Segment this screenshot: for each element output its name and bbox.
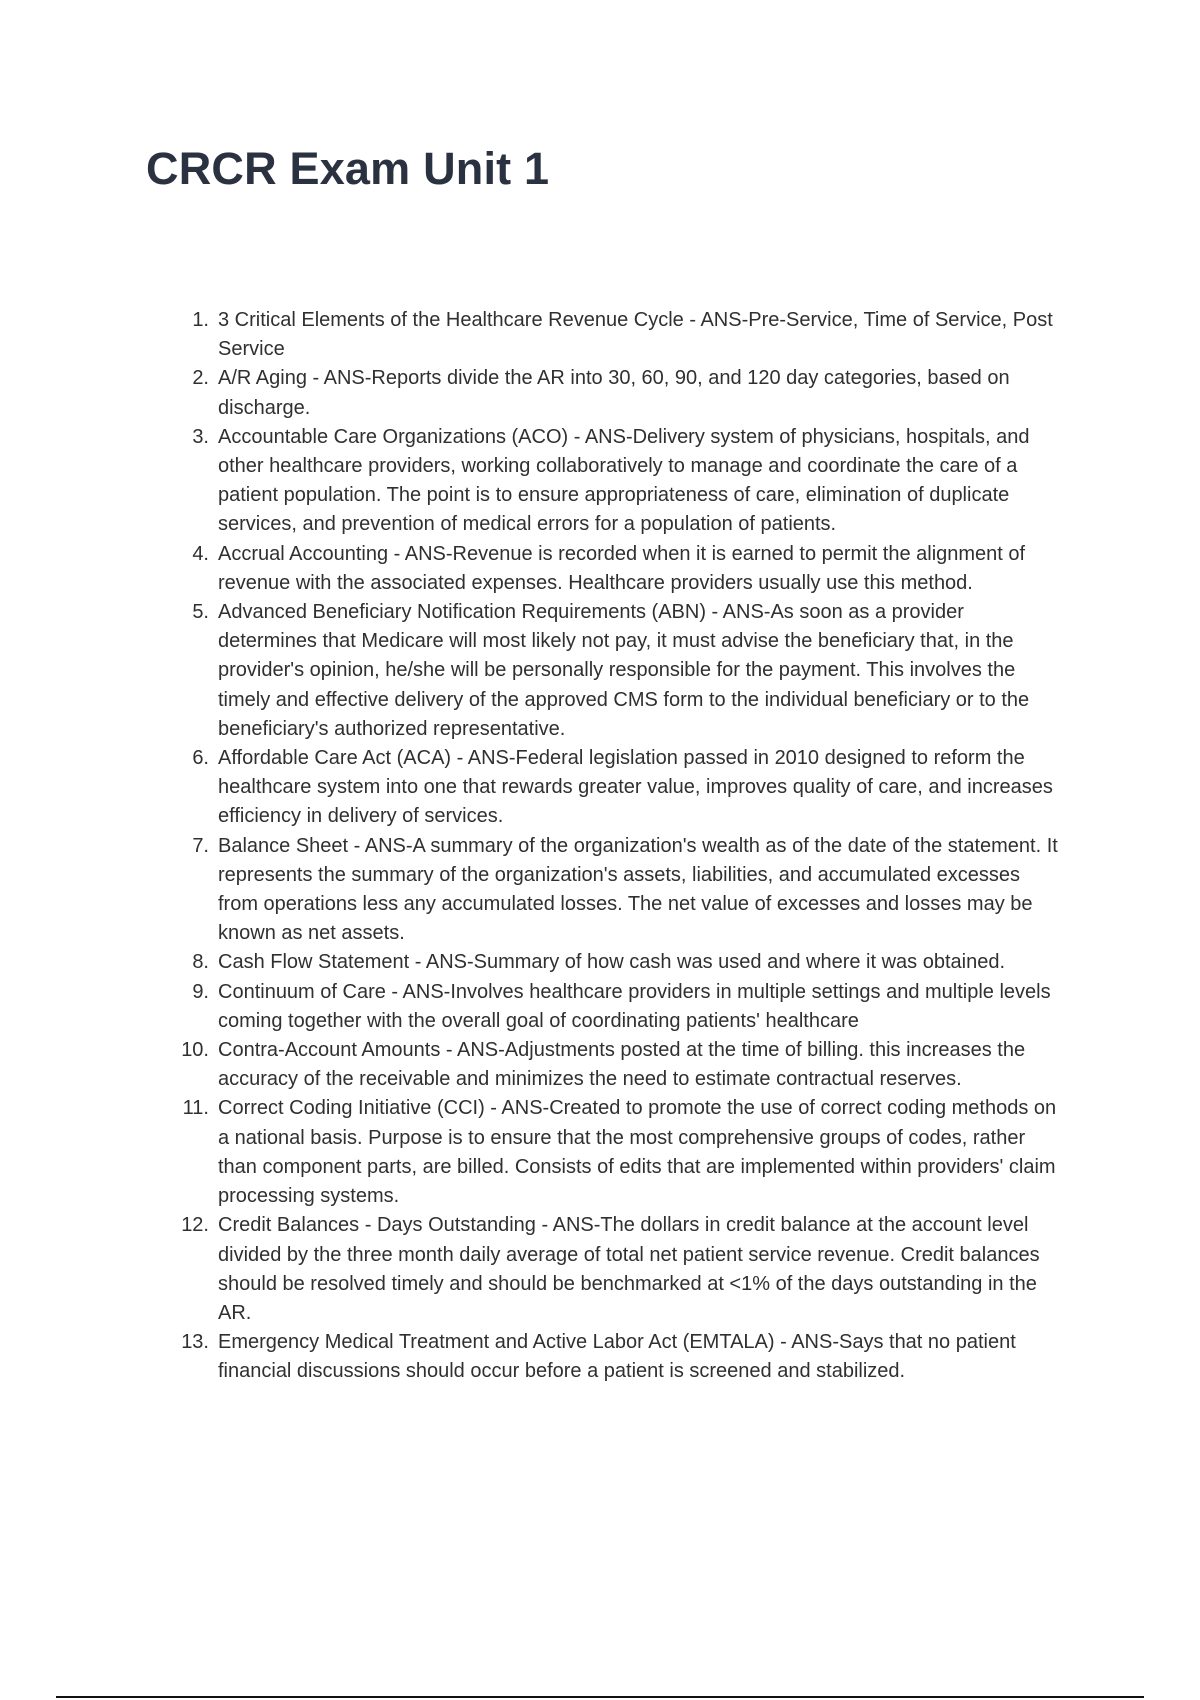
- page-title: CRCR Exam Unit 1: [146, 143, 550, 194]
- list-item: [178, 540, 1058, 598]
- item-number: 3.: [192, 425, 209, 448]
- item-text: Accountable Care Organizations (ACO) - ANS-Delivery system of physicians, hospitals, and other healthcare providers, working collaboratively to manage and coordinate the care of a patient population. The point is to ensure appropriateness of care, elimination of duplicate services, and prevention of medical errors for a population of patients.: [218, 425, 1030, 536]
- list-item: [178, 423, 1058, 540]
- item-number: 1.: [192, 309, 209, 331]
- list-item: [178, 1328, 1058, 1386]
- item-number: 10.: [181, 1039, 209, 1062]
- item-text: A/R Aging - ANS-Reports divide the AR into 30, 60, 90, and 120 day categories, based on discharge.: [218, 367, 1010, 419]
- item-text: Emergency Medical Treatment and Active Labor Act (EMTALA) - ANS-Says that no patient financial discussions should occur before a patient is screened and stabilized.: [218, 1331, 1016, 1383]
- item-number: 2.: [192, 367, 209, 390]
- item-number: 4.: [192, 542, 209, 565]
- item-text: Continuum of Care - ANS-Involves healthcare providers in multiple settings and multiple levels coming together with the overall goal of coordinating patients' healthcare: [218, 980, 1051, 1032]
- list-item: [178, 1094, 1058, 1211]
- item-number: 11.: [182, 1097, 209, 1120]
- list-item: [178, 948, 1058, 977]
- list-item: [178, 1211, 1058, 1328]
- list-item: [178, 978, 1058, 1036]
- item-text: Balance Sheet - ANS-A summary of the organization's wealth as of the date of the statement. It represents the summary of the organization's assets, liabilities, and accumulated excesses from operations less any accumulated losses. The net value of excesses and losses may be known as net assets.: [218, 834, 1058, 945]
- item-text: Affordable Care Act (ACA) - ANS-Federal legislation passed in 2010 designed to reform the healthcare system into one that rewards greater value, improves quality of care, and increases efficiency in delivery of services.: [218, 747, 1053, 828]
- item-number: 8.: [192, 951, 209, 974]
- footer-divider: [56, 1696, 1144, 1698]
- item-text: Correct Coding Initiative (CCI) - ANS-Created to promote the use of correct coding methods on a national basis. Purpose is to ensure that the most comprehensive groups of codes, rather than component parts, are billed. Consists of edits that are implemented within providers' claim processing systems.: [218, 1097, 1057, 1208]
- item-text: Credit Balances - Days Outstanding - ANS-The dollars in credit balance at the account level divided by the three month daily average of total net patient service revenue. Credit balances should be resolved timely and should be benchmarked at <1% of the days outstanding in the AR.: [218, 1214, 1040, 1324]
- item-text: Contra-Account Amounts - ANS-Adjustments posted at the time of billing. this increases the accuracy of the receivable and minimizes the need to estimate contractual reserves.: [218, 1039, 1026, 1091]
- item-text: Advanced Beneficiary Notification Requirements (ABN) - ANS-As soon as a provider determines that Medicare will most likely not pay, it must advise the beneficiary that, in the provider's opinion, he/she will be personally responsible for the payment. This involves the timely and effective delivery of the approved CMS form to the individual beneficiary or to the beneficiary's authorized representative.: [218, 601, 1030, 740]
- qa-list: [178, 306, 1058, 1387]
- item-number: 7.: [192, 834, 209, 857]
- item-text: 3 Critical Elements of the Healthcare Revenue Cycle - ANS-Pre-Service, Time of Service, Post Service: [218, 309, 1053, 361]
- item-number: 13.: [181, 1331, 209, 1354]
- list-item: [178, 1036, 1058, 1094]
- item-number: 6.: [192, 747, 209, 770]
- item-number: 12.: [181, 1214, 209, 1237]
- list-item: [178, 832, 1058, 949]
- list-item: [178, 598, 1058, 744]
- list-item: [178, 744, 1058, 832]
- item-number: 9.: [192, 980, 209, 1003]
- item-text: Cash Flow Statement - ANS-Summary of how cash was used and where it was obtained.: [218, 951, 1006, 974]
- item-number: 5.: [192, 601, 209, 624]
- list-item: [178, 364, 1058, 422]
- list-item: [178, 306, 1058, 364]
- item-text: Accrual Accounting - ANS-Revenue is recorded when it is earned to permit the alignment of revenue with the associated expenses. Healthcare providers usually use this method.: [218, 542, 1026, 594]
